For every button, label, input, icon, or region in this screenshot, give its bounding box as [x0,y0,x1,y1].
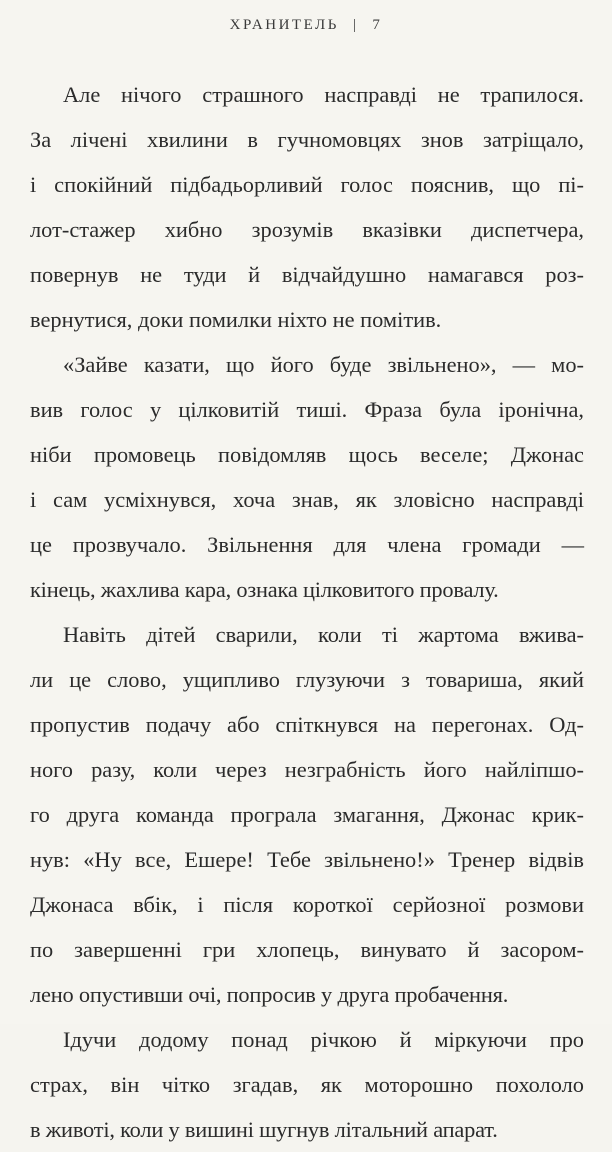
text-line: страх, він чітко згадав, як моторошно похололо [30,1072,584,1097]
text-line: За лічені хвилини в гучномовцях знов затріщало, [30,127,584,152]
text-line: вив голос у цілковитій тиші. Фраза була іронічна, [30,397,584,422]
paragraph-1 [30,72,584,342]
text-line: Навіть дітей сварили, коли ті жартома вжива- [63,622,584,647]
paragraph-4 [30,1017,584,1152]
text-line: Але нічого страшного насправді не трапилося. [63,82,584,107]
running-header [0,17,612,34]
text-line: повернув не туди й відчайдушно намагався роз- [30,262,584,287]
text-line: і сам усміхнувся, хоча знав, як зловісно насправді [30,487,584,512]
text-line: лот-стажер хибно зрозумів вказівки диспетчера, [30,217,584,242]
paragraph-2 [30,342,584,612]
text-line: лено опустивши очі, попросив у друга пробачення. [30,982,509,1007]
text-line: і спокійний підбадьорливий голос пояснив, що пі- [30,172,584,197]
page-number: 7 [372,17,383,33]
text-line: кінець, жахлива кара, ознака цілковитого провалу. [30,577,499,602]
text-line: Ідучи додому понад річкою й міркуючи про [63,1027,584,1052]
body-text [30,72,584,1152]
text-line: Джонаса вбік, і після короткої серйозної розмови [30,892,584,917]
text-line: нув: «Ну все, Ешере! Тебе звільнено!» Тренер відвів [30,847,584,872]
book-title: ХРАНИТЕЛЬ [229,17,339,33]
text-line: це прозвучало. Звільнення для члена громади — [30,532,584,557]
text-line: го друга команда програла змагання, Джонас крик- [30,802,584,827]
header-separator: | [352,17,359,33]
text-line: в животі, коли у вишині шугнув літальний апарат. [30,1117,498,1142]
text-line: по завершенні гри хлопець, винувато й засором- [30,937,584,962]
text-line: пропустив подачу або спіткнувся на перегонах. Од- [30,712,584,737]
text-line: ного разу, коли через незграбність його найліпшо- [30,757,584,782]
text-line: вернутися, доки помилки ніхто не помітив. [30,307,442,332]
text-line: ніби промовець повідомляв щось веселе; Джонас [30,442,584,467]
paragraph-3 [30,612,584,1017]
text-line: «Зайве казати, що його буде звільнено», — мо- [63,352,584,377]
text-line: ли це слово, ущипливо глузуючи з товариша, який [30,667,584,692]
